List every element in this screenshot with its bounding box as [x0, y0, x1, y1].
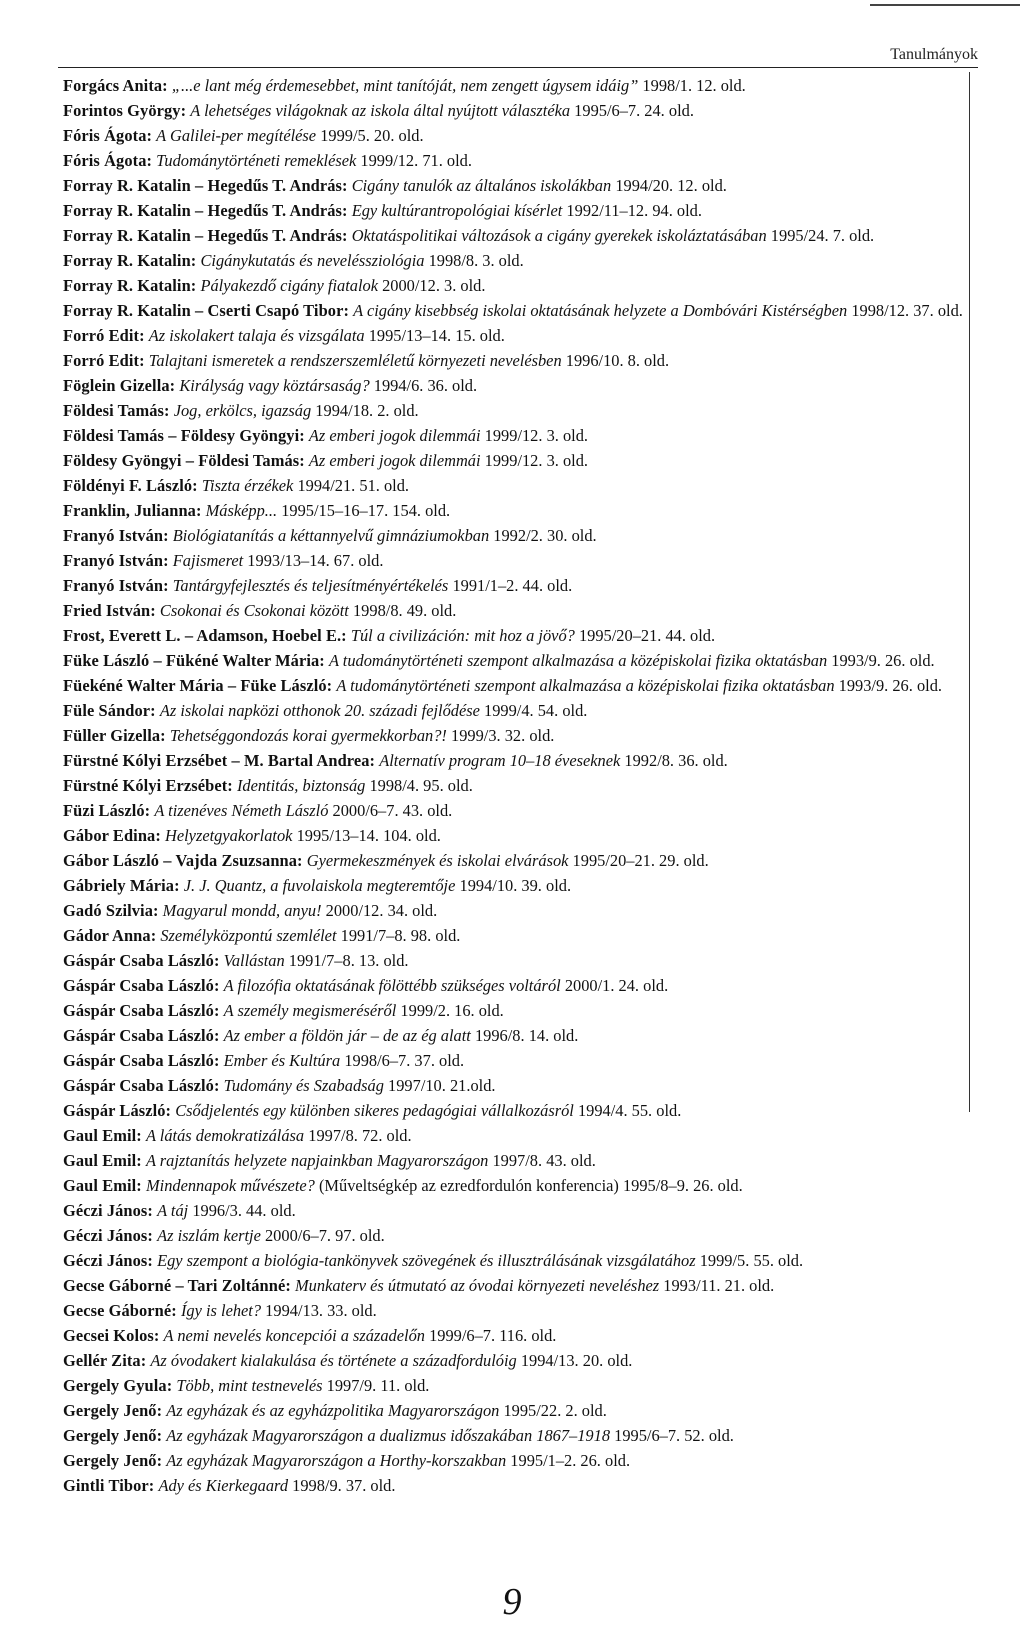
entry-author: Fürstné Kólyi Erzsébet – M. Bartal Andrea: [63, 751, 376, 770]
entry-title: J. J. Quantz, a fuvolaiskola megteremtője [183, 876, 456, 895]
bibliography-entry [63, 1423, 975, 1448]
bibliography-entry [63, 1198, 975, 1223]
entry-reference: 1999/12. 3. old. [484, 451, 589, 470]
entry-reference: 1992/2. 30. old. [493, 526, 597, 545]
bibliography-entry [63, 1223, 975, 1248]
bibliography-entry [63, 348, 975, 373]
entry-reference: 1993/13–14. 67. old. [247, 551, 384, 570]
entry-author: Füzi László: [63, 801, 151, 820]
entry-reference: 1995/13–14. 104. old. [296, 826, 441, 845]
entry-author: Forintos György: [63, 101, 187, 120]
bibliography-entry [63, 773, 975, 798]
entry-author: Földesy Gyöngyi – Földesi Tamás: [63, 451, 305, 470]
entry-author: Forray R. Katalin – Cserti Csapó Tibor: [63, 301, 350, 320]
bibliography-entry [63, 598, 975, 623]
entry-reference: 1994/13. 33. old. [265, 1301, 377, 1320]
bibliography-entry [63, 1348, 975, 1373]
bibliography-entry [63, 1298, 975, 1323]
entry-title: A táj [157, 1201, 189, 1220]
entry-reference: 1995/6–7. 52. old. [614, 1426, 734, 1445]
entry-reference: 1998/4. 95. old. [369, 776, 473, 795]
entry-title: Túl a civilizáción: mit hoz a jövő? [350, 626, 575, 645]
entry-author: Géczi János: [63, 1226, 153, 1245]
entry-reference: 2000/12. 34. old. [325, 901, 438, 920]
entry-title: A személy megismeréséről [223, 1001, 397, 1020]
entry-title: Másképp... [205, 501, 278, 520]
entry-title: Királyság vagy köztársaság? [179, 376, 370, 395]
entry-reference: 1993/9. 26. old. [838, 676, 942, 695]
entry-author: Forray R. Katalin: [63, 251, 197, 270]
entry-title: Gyermekeszmények és iskolai elvárások [306, 851, 569, 870]
entry-author: Gellér Zita: [63, 1351, 147, 1370]
entry-author: Gaul Emil: [63, 1151, 142, 1170]
entry-author: Gergely Jenő: [63, 1426, 163, 1445]
entry-reference: 1994/10. 39. old. [459, 876, 572, 895]
entry-reference: 1996/10. 8. old. [565, 351, 670, 370]
entry-author: Forray R. Katalin – Hegedűs T. András: [63, 201, 348, 220]
bibliography-entry [63, 948, 975, 973]
bibliography-entry [63, 898, 975, 923]
entry-reference: 1991/1–2. 44. old. [452, 576, 573, 595]
bibliography-entry [63, 848, 975, 873]
bibliography-entry [63, 923, 975, 948]
bibliography-entry [63, 148, 975, 173]
entry-author: Gergely Gyula: [63, 1376, 173, 1395]
bibliography-entry [63, 723, 975, 748]
bibliography-entry [63, 198, 975, 223]
entry-author: Földényi F. László: [63, 476, 198, 495]
bibliography-entry [63, 1148, 975, 1173]
entry-author: Gintli Tibor: [63, 1476, 155, 1495]
bibliography-entry [63, 248, 975, 273]
entry-reference: 1995/20–21. 44. old. [578, 626, 716, 645]
entry-title: Tiszta érzékek [201, 476, 294, 495]
entry-reference: 1997/8. 72. old. [308, 1126, 412, 1145]
bibliography-entry [63, 373, 975, 398]
entry-title: A Galilei-per megítélése [156, 126, 317, 145]
entry-author: Gecsei Kolos: [63, 1326, 160, 1345]
entry-title: Pályakezdő cigány fiatalok [200, 276, 378, 295]
entry-title: Az egyházak és az egyházpolitika Magyarországon [166, 1401, 500, 1420]
entry-title: A tudománytörténeti szempont alkalmazása a középiskolai fizika oktatásban [328, 651, 828, 670]
entry-reference: 1999/3. 32. old. [451, 726, 555, 745]
entry-title: Tudománytörténeti remeklések [156, 151, 357, 170]
bibliography-entry [63, 423, 975, 448]
entry-author: Gáspár Csaba László: [63, 1026, 220, 1045]
entry-author: Gecse Gáborné – Tari Zoltánné: [63, 1276, 291, 1295]
entry-author: Gergely Jenő: [63, 1451, 163, 1470]
entry-author: Gecse Gáborné: [63, 1301, 177, 1320]
entry-author: Gergely Jenő: [63, 1401, 163, 1420]
entry-reference: 1999/12. 71. old. [360, 151, 472, 170]
entry-author: Gáspár Csaba László: [63, 951, 220, 970]
bibliography-entry [63, 748, 975, 773]
entry-title: Az ember a földön jár – de az ég alatt [223, 1026, 471, 1045]
entry-title: Helyzetgyakorlatok [165, 826, 293, 845]
entry-reference: 1991/7–8. 98. old. [340, 926, 461, 945]
entry-title: Ember és Kultúra [223, 1051, 341, 1070]
bibliography-entry [63, 1073, 975, 1098]
entry-title: A lehetséges világoknak az iskola által nyújtott választéka [190, 101, 571, 120]
entry-author: Forray R. Katalin – Hegedűs T. András: [63, 226, 348, 245]
entry-title: Az egyházak Magyarországon a dualizmus időszakában 1867–1918 [166, 1426, 611, 1445]
entry-title: Tehetséggondozás korai gyermekkorban?! [169, 726, 447, 745]
entry-title: Mindennapok művészete? [145, 1176, 315, 1195]
entry-author: Forray R. Katalin – Hegedűs T. András: [63, 176, 348, 195]
bibliography-entry [63, 73, 975, 98]
entry-author: Füke László – Fükéné Walter Mária: [63, 651, 325, 670]
entry-reference: 2000/6–7. 97. old. [264, 1226, 385, 1245]
entry-author: Géczi János: [63, 1201, 153, 1220]
entry-title: Személyközpontú szemlélet [160, 926, 337, 945]
entry-author: Frost, Everett L. – Adamson, Hoebel E.: [63, 626, 347, 645]
entry-title: Így is lehet? [180, 1301, 262, 1320]
entry-author: Füle Sándor: [63, 701, 156, 720]
entry-title: Biológiatanítás a kéttannyelvű gimnáziumokban [172, 526, 490, 545]
entry-author: Gábor Edina: [63, 826, 161, 845]
entry-reference: 2000/1. 24. old. [564, 976, 669, 995]
entry-reference: 1994/21. 51. old. [297, 476, 410, 495]
entry-title: Egy szempont a biológia-tankönyvek szövegének és illusztrálásának vizsgálatához [157, 1251, 696, 1270]
entry-reference: 1999/5. 55. old. [699, 1251, 804, 1270]
bibliography-entry [63, 498, 975, 523]
page-number: 9 [502, 1581, 522, 1623]
entry-reference: 1995/22. 2. old. [503, 1401, 607, 1420]
entry-title: Jog, erkölcs, igazság [173, 401, 312, 420]
bibliography-entry [63, 298, 975, 323]
entry-author: Fürstné Kólyi Erzsébet: [63, 776, 233, 795]
entry-reference: 1996/8. 14. old. [474, 1026, 579, 1045]
entry-reference: 1999/5. 20. old. [320, 126, 424, 145]
entry-title: A látás demokratizálása [145, 1126, 305, 1145]
entry-reference: 1995/20–21. 29. old. [572, 851, 709, 870]
entry-reference: 1998/1. 12. old. [642, 76, 746, 95]
entry-reference: 1998/8. 3. old. [428, 251, 524, 270]
entry-title: A nemi nevelés koncepciói a századelőn [163, 1326, 425, 1345]
entry-reference: 1999/4. 54. old. [484, 701, 588, 720]
bibliography-entry [63, 1373, 975, 1398]
entry-title: Az óvodakert kialakulása és története a századfordulóig [150, 1351, 517, 1370]
entry-author: Gáspár Csaba László: [63, 1001, 220, 1020]
bibliography-entry [63, 798, 975, 823]
entry-reference: 1994/6. 36. old. [373, 376, 478, 395]
entry-author: Gábriely Mária: [63, 876, 180, 895]
entry-reference: 2000/6–7. 43. old. [332, 801, 453, 820]
entry-reference: 1995/6–7. 24. old. [574, 101, 694, 120]
entry-reference: 1995/24. 7. old. [770, 226, 875, 245]
bibliography-entry [63, 98, 975, 123]
bibliography-entry [63, 1173, 975, 1198]
entry-reference: 2000/12. 3. old. [382, 276, 486, 295]
entry-title: Az iskolakert talaja és vizsgálata [148, 326, 365, 345]
bibliography-entry [63, 823, 975, 848]
entry-author: Franklin, Julianna: [63, 501, 202, 520]
bibliography-entry [63, 673, 975, 698]
top-edge-rule [870, 4, 1020, 6]
bibliography-entry [63, 1398, 975, 1423]
entry-author: Fried István: [63, 601, 156, 620]
entry-title: A filozófia oktatásának fölöttébb szükséges voltáról [223, 976, 561, 995]
entry-author: Füller Gizella: [63, 726, 166, 745]
bibliography-entry [63, 523, 975, 548]
entry-reference: 1997/10. 21.old. [388, 1076, 496, 1095]
entry-title: Az emberi jogok dilemmái [308, 426, 481, 445]
entry-author: Forgács Anita: [63, 76, 168, 95]
page-header [58, 46, 978, 68]
entry-reference: (Műveltségkép az ezredfordulón konferencia) 1995/8–9. 26. old. [318, 1176, 743, 1195]
entry-author: Földesi Tamás: [63, 401, 170, 420]
bibliography-entry [63, 573, 975, 598]
entry-reference: 1999/12. 3. old. [484, 426, 589, 445]
entry-title: Az egyházak Magyarországon a Horthy-korszakban [166, 1451, 507, 1470]
entry-title: Magyarul mondd, anyu! [162, 901, 322, 920]
entry-title: Identitás, biztonság [236, 776, 366, 795]
entry-title: Cigány tanulók az általános iskolákban [351, 176, 612, 195]
bibliography-entry [63, 873, 975, 898]
entry-title: Az emberi jogok dilemmái [308, 451, 481, 470]
entry-title: Vallástan [223, 951, 285, 970]
entry-author: Gaul Emil: [63, 1126, 142, 1145]
entry-author: Gáspár Csaba László: [63, 1076, 220, 1095]
bibliography-entry [63, 473, 975, 498]
entry-title: A rajztanítás helyzete napjainkban Magyarországon [145, 1151, 489, 1170]
entry-author: Géczi János: [63, 1251, 153, 1270]
entry-author: Gáspár László: [63, 1101, 172, 1120]
bibliography-entry [63, 548, 975, 573]
entry-title: A tudománytörténeti szempont alkalmazása a középiskolai fizika oktatásban [336, 676, 835, 695]
entry-reference: 1998/8. 49. old. [352, 601, 457, 620]
bibliography-entry [63, 323, 975, 348]
entry-author: Föglein Gizella: [63, 376, 176, 395]
entry-title: „...e lant még érdemesebbet, mint tanítóját, nem zengett úgysem idáig” [171, 76, 639, 95]
entry-reference: 1991/7–8. 13. old. [288, 951, 409, 970]
entry-reference: 1999/2. 16. old. [400, 1001, 504, 1020]
entry-author: Franyó István: [63, 576, 169, 595]
entry-title: Fajismeret [172, 551, 244, 570]
entry-author: Gáspár Csaba László: [63, 976, 220, 995]
entry-reference: 1995/13–14. 15. old. [368, 326, 505, 345]
bibliography-entry [63, 1123, 975, 1148]
bibliography-entry [63, 448, 975, 473]
bibliography-entry [63, 1448, 975, 1473]
bibliography-entry [63, 1323, 975, 1348]
entry-author: Fóris Ágota: [63, 151, 153, 170]
bibliography-entry [63, 1248, 975, 1273]
entry-author: Forró Edit: [63, 351, 145, 370]
bibliography-entry [63, 398, 975, 423]
entry-reference: 1994/4. 55. old. [577, 1101, 682, 1120]
entry-author: Gáspár Csaba László: [63, 1051, 220, 1070]
entry-reference: 1997/9. 11. old. [326, 1376, 430, 1395]
bibliography-entry [63, 223, 975, 248]
bibliography-entry [63, 173, 975, 198]
entry-reference: 1994/20. 12. old. [615, 176, 727, 195]
bibliography-entry [63, 698, 975, 723]
entry-title: Tantárgyfejlesztés és teljesítményértékelés [172, 576, 449, 595]
entry-reference: 1994/13. 20. old. [520, 1351, 633, 1370]
entry-title: Talajtani ismeretek a rendszerszemléletű környezeti nevelésben [148, 351, 562, 370]
running-head: Tanulmányok [58, 46, 978, 68]
entry-title: A cigány kisebbség iskolai oktatásának helyzete a Dombóvári Kistérségben [353, 301, 848, 320]
entry-author: Gaul Emil: [63, 1176, 142, 1195]
entry-author: Forró Edit: [63, 326, 145, 345]
entry-title: Munkaterv és útmutató az óvodai környezeti neveléshez [295, 1276, 660, 1295]
entry-title: Csokonai és Csokonai között [159, 601, 349, 620]
entry-title: Ady és Kierkegaard [158, 1476, 289, 1495]
entry-reference: 1992/8. 36. old. [624, 751, 728, 770]
entry-reference: 1993/9. 26. old. [831, 651, 935, 670]
bibliography-entry [63, 623, 975, 648]
bibliography-entry [63, 648, 975, 673]
entry-reference: 1998/9. 37. old. [292, 1476, 396, 1495]
entry-reference: 1992/11–12. 94. old. [566, 201, 702, 220]
entry-title: Alternatív program 10–18 éveseknek [379, 751, 621, 770]
entry-reference: 1998/6–7. 37. old. [344, 1051, 465, 1070]
entry-reference: 1994/18. 2. old. [315, 401, 419, 420]
entry-author: Füekéné Walter Mária – Füke László: [63, 676, 333, 695]
entry-author: Franyó István: [63, 526, 169, 545]
entry-reference: 1993/11. 21. old. [663, 1276, 775, 1295]
entry-reference: 1997/8. 43. old. [492, 1151, 596, 1170]
entry-reference: 1999/6–7. 116. old. [429, 1326, 557, 1345]
entry-title: Egy kultúrantropológiai kísérlet [351, 201, 563, 220]
entry-author: Gábor László – Vajda Zsuzsanna: [63, 851, 303, 870]
bibliography-entry [63, 973, 975, 998]
bibliography-entry [63, 1023, 975, 1048]
bibliography-entry [63, 123, 975, 148]
entry-title: Az iskolai napközi otthonok 20. századi fejlődése [159, 701, 480, 720]
entry-author: Forray R. Katalin: [63, 276, 197, 295]
entry-title: Több, mint testnevelés [176, 1376, 323, 1395]
entry-reference: 1998/12. 37. old. [851, 301, 963, 320]
entry-title: Oktatáspolitikai változások a cigány gyerekek iskoláztatásában [351, 226, 767, 245]
entry-reference: 1996/3. 44. old. [192, 1201, 296, 1220]
entry-title: A tizenéves Németh László [154, 801, 329, 820]
entry-title: Csődjelentés egy különben sikeres pedagógiai vállalkozásról [175, 1101, 574, 1120]
entry-author: Gádor Anna: [63, 926, 157, 945]
bibliography-entry [63, 1473, 975, 1498]
entry-title: Tudomány és Szabadság [223, 1076, 384, 1095]
entry-author: Franyó István: [63, 551, 169, 570]
bibliography-entry [63, 1273, 975, 1298]
entry-reference: 1995/15–16–17. 154. old. [281, 501, 451, 520]
bibliography-list [63, 73, 975, 1498]
entry-title: Cigánykutatás és neveléssziológia [200, 251, 425, 270]
entry-title: Az iszlám kertje [157, 1226, 261, 1245]
entry-author: Gadó Szilvia: [63, 901, 159, 920]
entry-reference: 1995/1–2. 26. old. [510, 1451, 631, 1470]
entry-author: Földesi Tamás – Földesy Gyöngyi: [63, 426, 305, 445]
bibliography-entry [63, 1098, 975, 1123]
bibliography-entry [63, 273, 975, 298]
entry-author: Fóris Ágota: [63, 126, 153, 145]
bibliography-entry [63, 1048, 975, 1073]
bibliography-entry [63, 998, 975, 1023]
